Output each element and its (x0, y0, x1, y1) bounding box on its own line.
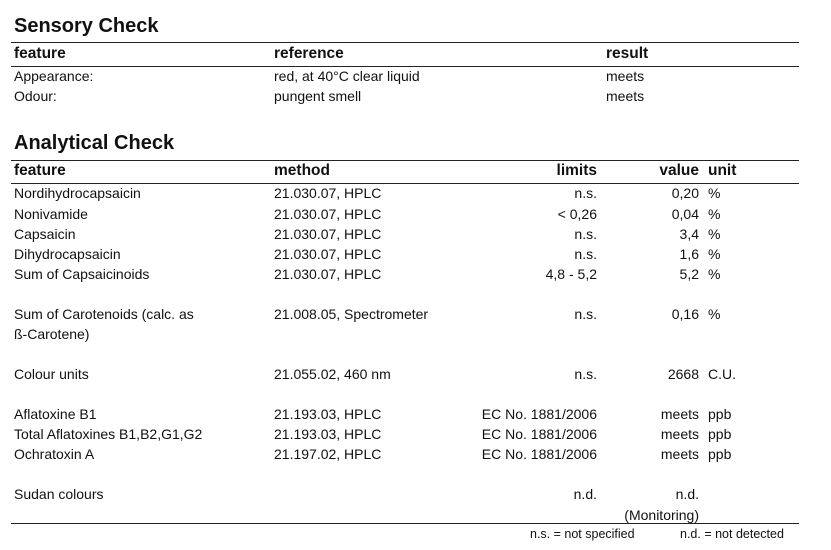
analytical-row-feature-line2: ß-Carotene) (14, 326, 90, 342)
analytical-row-value: meets (660, 426, 699, 442)
analytical-row-method: 21.030.07, HPLC (274, 226, 382, 242)
sensory-row-reference: pungent smell (274, 88, 362, 104)
analytical-row-limits: 4,8 - 5,2 (545, 266, 597, 282)
analytical-row-method: 21.055.02, 460 nm (274, 366, 391, 382)
analytical-row-method: 21.008.05, Spectrometer (274, 306, 429, 322)
analytical-header-unit: unit (708, 162, 737, 179)
sensory-row-feature: Appearance: (14, 68, 94, 84)
analytical-row-value: 2668 (667, 366, 699, 382)
analytical-row-method: 21.030.07, HPLC (274, 185, 382, 201)
analytical-row-feature: Sum of Capsaicinoids (14, 266, 150, 282)
analytical-row-limits: EC No. 1881/2006 (481, 426, 597, 442)
analytical-row-limits: n.s. (574, 185, 597, 201)
analytical-row-method: 21.193.03, HPLC (274, 426, 382, 442)
analytical-row-feature: Dihydrocapsaicin (14, 246, 121, 262)
sensory-row-result: meets (606, 68, 645, 84)
analytical-row-method: 21.193.03, HPLC (274, 406, 382, 422)
sensory-row-result: meets (606, 88, 645, 104)
analytical-row-limits: < 0,26 (557, 206, 597, 222)
analytical-row-value-line2: (Monitoring) (624, 507, 699, 523)
sensory-header-feature: feature (14, 45, 66, 62)
analytical-row-limits: n.s. (574, 366, 597, 382)
analytical-row-value: meets (660, 446, 699, 462)
analytical-row-feature: Sudan colours (14, 486, 104, 502)
analytical-row-unit: % (708, 185, 721, 201)
analytical-row-limits: n.s. (574, 246, 597, 262)
analytical-row-value: 0,04 (671, 206, 699, 222)
analytical-row-unit: % (708, 266, 721, 282)
analytical-row-feature: Colour units (14, 366, 89, 382)
analytical-row-feature: Nonivamide (14, 206, 88, 222)
analytical-title: Analytical Check (14, 132, 175, 154)
analytical-row-unit: % (708, 206, 721, 222)
analytical-row-value: 1,6 (679, 246, 699, 262)
analytical-row-feature: Sum of Carotenoids (calc. as (14, 306, 194, 322)
table-bottom-rule (11, 523, 799, 524)
analytical-row-unit: % (708, 306, 721, 322)
sensory-row-reference: red, at 40°C clear liquid (274, 68, 420, 84)
analytical-row-limits: EC No. 1881/2006 (481, 406, 597, 422)
analytical-row-limits: n.s. (574, 306, 597, 322)
sensory-row-feature: Odour: (14, 88, 57, 104)
sensory-header-reference: reference (274, 45, 344, 62)
analytical-header-top-rule (11, 160, 799, 161)
analytical-row-value: 5,2 (679, 266, 699, 282)
analytical-row-feature: Ochratoxin A (14, 446, 95, 462)
analytical-row-unit: ppb (708, 426, 732, 442)
analytical-header-value: value (659, 162, 699, 179)
analytical-row-value: 0,20 (671, 185, 699, 201)
analytical-row-feature: Nordihydrocapsaicin (14, 185, 141, 201)
analytical-row-unit: C.U. (708, 366, 736, 382)
analytical-row-unit: % (708, 246, 721, 262)
analytical-row-unit: ppb (708, 446, 732, 462)
analytical-row-limits: n.d. (573, 486, 597, 502)
analytical-row-method: 21.030.07, HPLC (274, 246, 382, 262)
analytical-row-unit: ppb (708, 406, 732, 422)
analytical-header-feature: feature (14, 162, 66, 179)
analytical-row-feature: Aflatoxine B1 (14, 406, 97, 422)
analytical-row-feature: Total Aflatoxines B1,B2,G1,G2 (14, 426, 203, 442)
analytical-row-limits: EC No. 1881/2006 (481, 446, 597, 462)
footer-legend-ns: n.s. = not specified (530, 527, 635, 541)
analytical-row-method: 21.030.07, HPLC (274, 266, 382, 282)
analytical-row-value: 0,16 (671, 306, 699, 322)
sensory-header-result: result (606, 45, 649, 62)
footer-legend-nd: n.d. = not detected (680, 527, 784, 541)
analytical-header-limits: limits (556, 162, 597, 179)
analytical-row-value: n.d. (675, 486, 699, 502)
analytical-header-method: method (274, 162, 330, 179)
analytical-row-method: 21.197.02, HPLC (274, 446, 382, 462)
sensory-header-top-rule (11, 42, 799, 43)
sensory-title: Sensory Check (14, 15, 159, 37)
analytical-row-method: 21.030.07, HPLC (274, 206, 382, 222)
analytical-row-value: meets (660, 406, 699, 422)
analytical-row-limits: n.s. (574, 226, 597, 242)
analytical-row-feature: Capsaicin (14, 226, 76, 242)
analytical-row-value: 3,4 (679, 226, 699, 242)
analytical-row-unit: % (708, 226, 721, 242)
